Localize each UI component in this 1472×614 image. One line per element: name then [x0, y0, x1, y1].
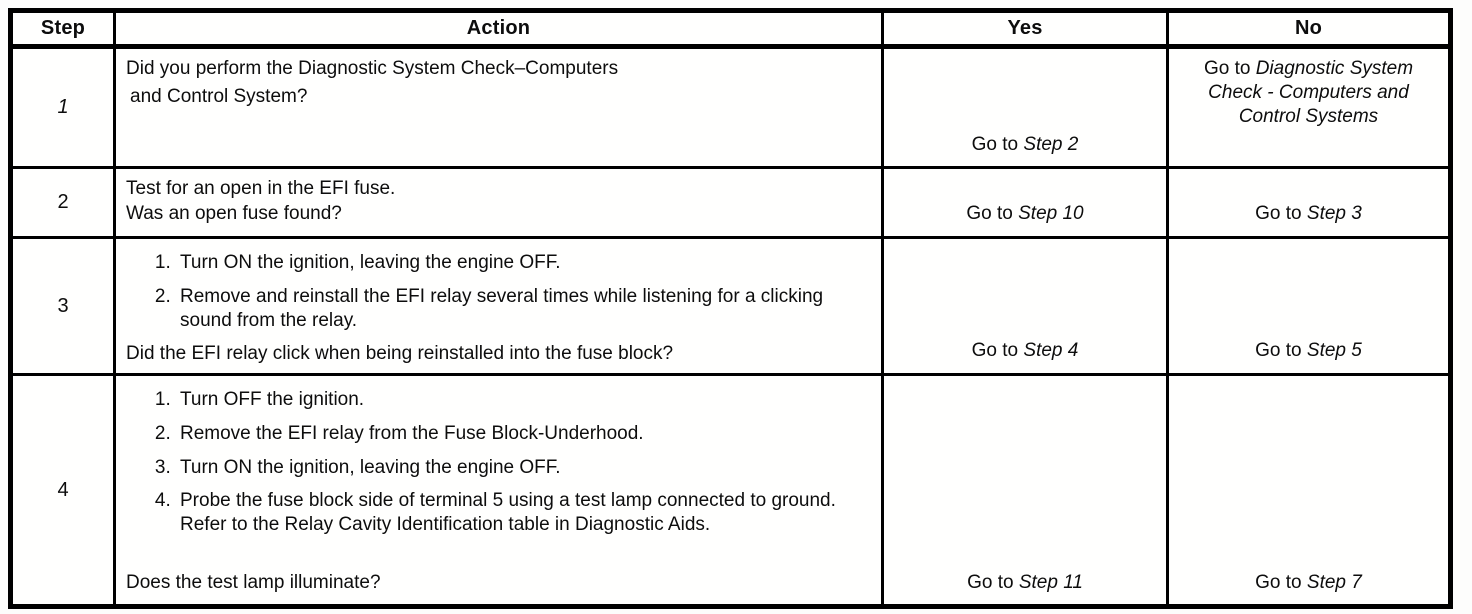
- action-text-line: and Control System?: [130, 85, 308, 107]
- goto-reference: [967, 571, 1083, 595]
- goto-prefix: Go to: [971, 134, 1024, 156]
- goto-target: Step 2: [1023, 134, 1079, 156]
- goto-target: Step 4: [1023, 340, 1079, 362]
- goto-target: Step 7: [1306, 572, 1362, 594]
- goto-reference: [972, 339, 1079, 363]
- table-row-step-1: [11, 47, 1451, 168]
- goto-reference: [1255, 339, 1362, 363]
- action-cell: [115, 238, 883, 375]
- no-cell: [1168, 238, 1451, 375]
- diagnostic-table: [8, 8, 1453, 609]
- table-row-step-3: [11, 238, 1451, 375]
- action-list-item: 1. Turn OFF the ignition.: [176, 388, 873, 412]
- header-action: Action: [115, 11, 883, 47]
- goto-target: Step 3: [1306, 203, 1362, 225]
- action-list-item: 4. Probe the fuse block side of terminal 5 using a test lamp connected to ground. Refer to the Relay Cavity Identification table in Diagnostic Aids.: [176, 489, 873, 537]
- yes-cell: [883, 47, 1168, 168]
- table-row-step-4: [11, 375, 1451, 607]
- action-question: Does the test lamp illuminate?: [126, 572, 381, 594]
- action-cell: [115, 47, 883, 168]
- yes-cell: [883, 375, 1168, 607]
- header-no: No: [1168, 11, 1451, 47]
- goto-reference: [1184, 57, 1434, 128]
- no-cell: [1168, 47, 1451, 168]
- action-question: Was an open fuse found?: [126, 203, 342, 225]
- goto-target: Diagnostic System Check - Computers and Control Systems: [1208, 58, 1414, 127]
- header-row: [11, 11, 1451, 47]
- action-list-item: 3. Turn ON the ignition, leaving the engine OFF.: [176, 456, 873, 480]
- goto-prefix: Go to: [1255, 203, 1307, 225]
- goto-prefix: Go to: [1203, 58, 1256, 79]
- goto-prefix: Go to: [971, 340, 1024, 362]
- goto-prefix: Go to: [967, 572, 1019, 594]
- table-row-step-2: [11, 168, 1451, 238]
- yes-cell: [883, 168, 1168, 238]
- header-step: Step: [11, 11, 115, 47]
- goto-target: Step 11: [1018, 572, 1083, 594]
- action-list-item: 2. Remove and reinstall the EFI relay several times while listening for a clicking sound from the relay.: [176, 285, 873, 333]
- action-list-item: 1. Turn ON the ignition, leaving the engine OFF.: [176, 251, 873, 275]
- header-yes: Yes: [883, 11, 1168, 47]
- goto-reference: [972, 133, 1079, 157]
- goto-reference: [1255, 202, 1362, 226]
- goto-prefix: Go to: [1255, 340, 1307, 362]
- step-number-text: 3: [57, 294, 69, 317]
- no-cell: [1168, 375, 1451, 607]
- step-number: [11, 47, 115, 168]
- yes-cell: [883, 238, 1168, 375]
- goto-target: Step 10: [1018, 203, 1084, 225]
- goto-reference: [1255, 571, 1362, 595]
- goto-prefix: Go to: [1255, 572, 1307, 594]
- goto-reference: [966, 202, 1083, 226]
- step-number: [11, 375, 115, 607]
- step-number: [11, 238, 115, 375]
- action-text-line: Did you perform the Diagnostic System Check–Computers: [126, 58, 619, 79]
- step-number-text: 4: [57, 478, 69, 501]
- goto-target: Step 5: [1306, 340, 1362, 362]
- action-cell: [115, 375, 883, 607]
- step-number: [11, 168, 115, 238]
- action-list-item: 2. Remove the EFI relay from the Fuse Block-Underhood.: [176, 422, 873, 446]
- action-statement: Test for an open in the EFI fuse.: [126, 178, 396, 199]
- action-question: Did the EFI relay click when being reinstalled into the fuse block?: [126, 343, 674, 365]
- action-numbered-list: [126, 247, 873, 342]
- no-cell: [1168, 168, 1451, 238]
- step-number-text: 2: [57, 191, 69, 213]
- goto-prefix: Go to: [966, 203, 1019, 225]
- step-number-text: 1: [57, 96, 69, 118]
- action-cell: [115, 168, 883, 238]
- action-numbered-list: [126, 384, 873, 547]
